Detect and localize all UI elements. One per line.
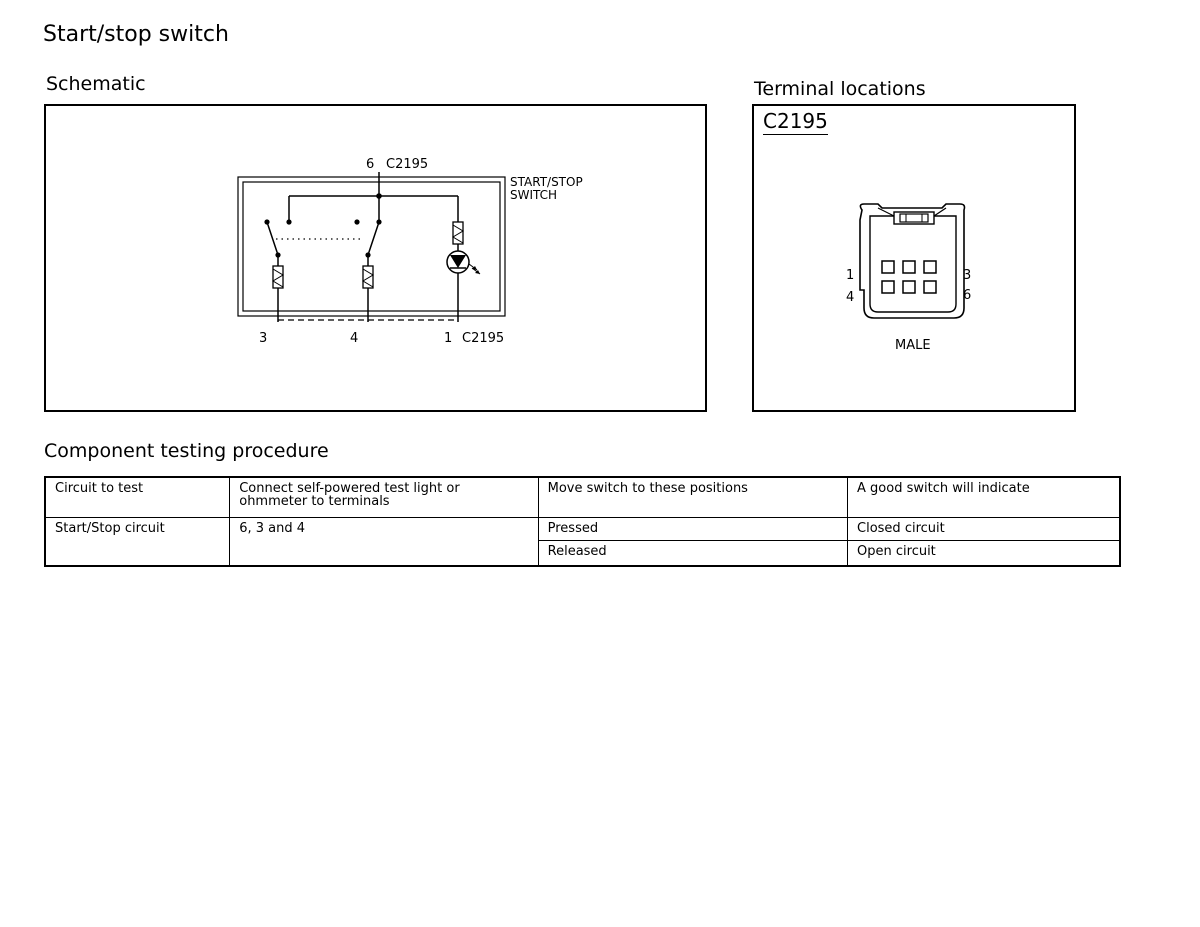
indication-cell: Open circuit <box>848 541 1120 567</box>
schematic-title: Schematic <box>46 73 146 95</box>
connector-id: C2195 <box>763 109 828 133</box>
header-terminals: Connect self-powered test light or ohmmeter to terminals <box>230 477 538 518</box>
cavity-2 <box>903 261 915 273</box>
terminals-cell: 6, 3 and 4 <box>230 518 538 567</box>
table-header-row <box>45 477 1120 518</box>
cavity-5 <box>903 281 915 293</box>
switch-label-line1: START/STOP <box>510 175 583 189</box>
terminal-6-label: 6 <box>963 288 972 303</box>
terminal-1-label: 1 <box>846 268 855 283</box>
header-circuit: Circuit to test <box>45 477 230 518</box>
testing-table <box>44 476 1121 567</box>
cavity-1 <box>882 261 894 273</box>
terminal-3-label: 3 <box>963 268 972 283</box>
circuit-cell: Start/Stop circuit <box>45 518 230 567</box>
led-branch <box>447 222 480 322</box>
cavity-3 <box>924 261 936 273</box>
page-title: Start/stop switch <box>43 22 229 47</box>
switch-contact-1 <box>264 219 291 322</box>
header-positions: Move switch to these positions <box>538 477 847 518</box>
cavity-6 <box>924 281 936 293</box>
bottom-connector-label: C2195 <box>462 331 505 346</box>
switch-contact-2 <box>354 219 381 322</box>
pin-4-label: 4 <box>350 331 359 346</box>
top-pin-label: 6 <box>366 157 375 172</box>
pin-3-label: 3 <box>259 331 268 346</box>
connector-face-diagram <box>820 190 1000 365</box>
header-indication: A good switch will indicate <box>848 477 1120 518</box>
connector-gender-label: MALE <box>895 338 931 353</box>
testing-title: Component testing procedure <box>44 440 329 462</box>
terminal-locations-title: Terminal locations <box>754 78 926 100</box>
switch-label-line2: SWITCH <box>510 188 558 202</box>
terminal-4-label: 4 <box>846 290 855 305</box>
top-connector-label: C2195 <box>386 157 429 172</box>
pin-1-label: 1 <box>444 331 453 346</box>
position-cell: Released <box>538 541 847 567</box>
cavity-4 <box>882 281 894 293</box>
position-cell: Pressed <box>538 518 847 541</box>
terminal-cavities <box>882 261 936 293</box>
indication-cell: Closed circuit <box>848 518 1120 541</box>
table-row <box>45 518 1120 541</box>
